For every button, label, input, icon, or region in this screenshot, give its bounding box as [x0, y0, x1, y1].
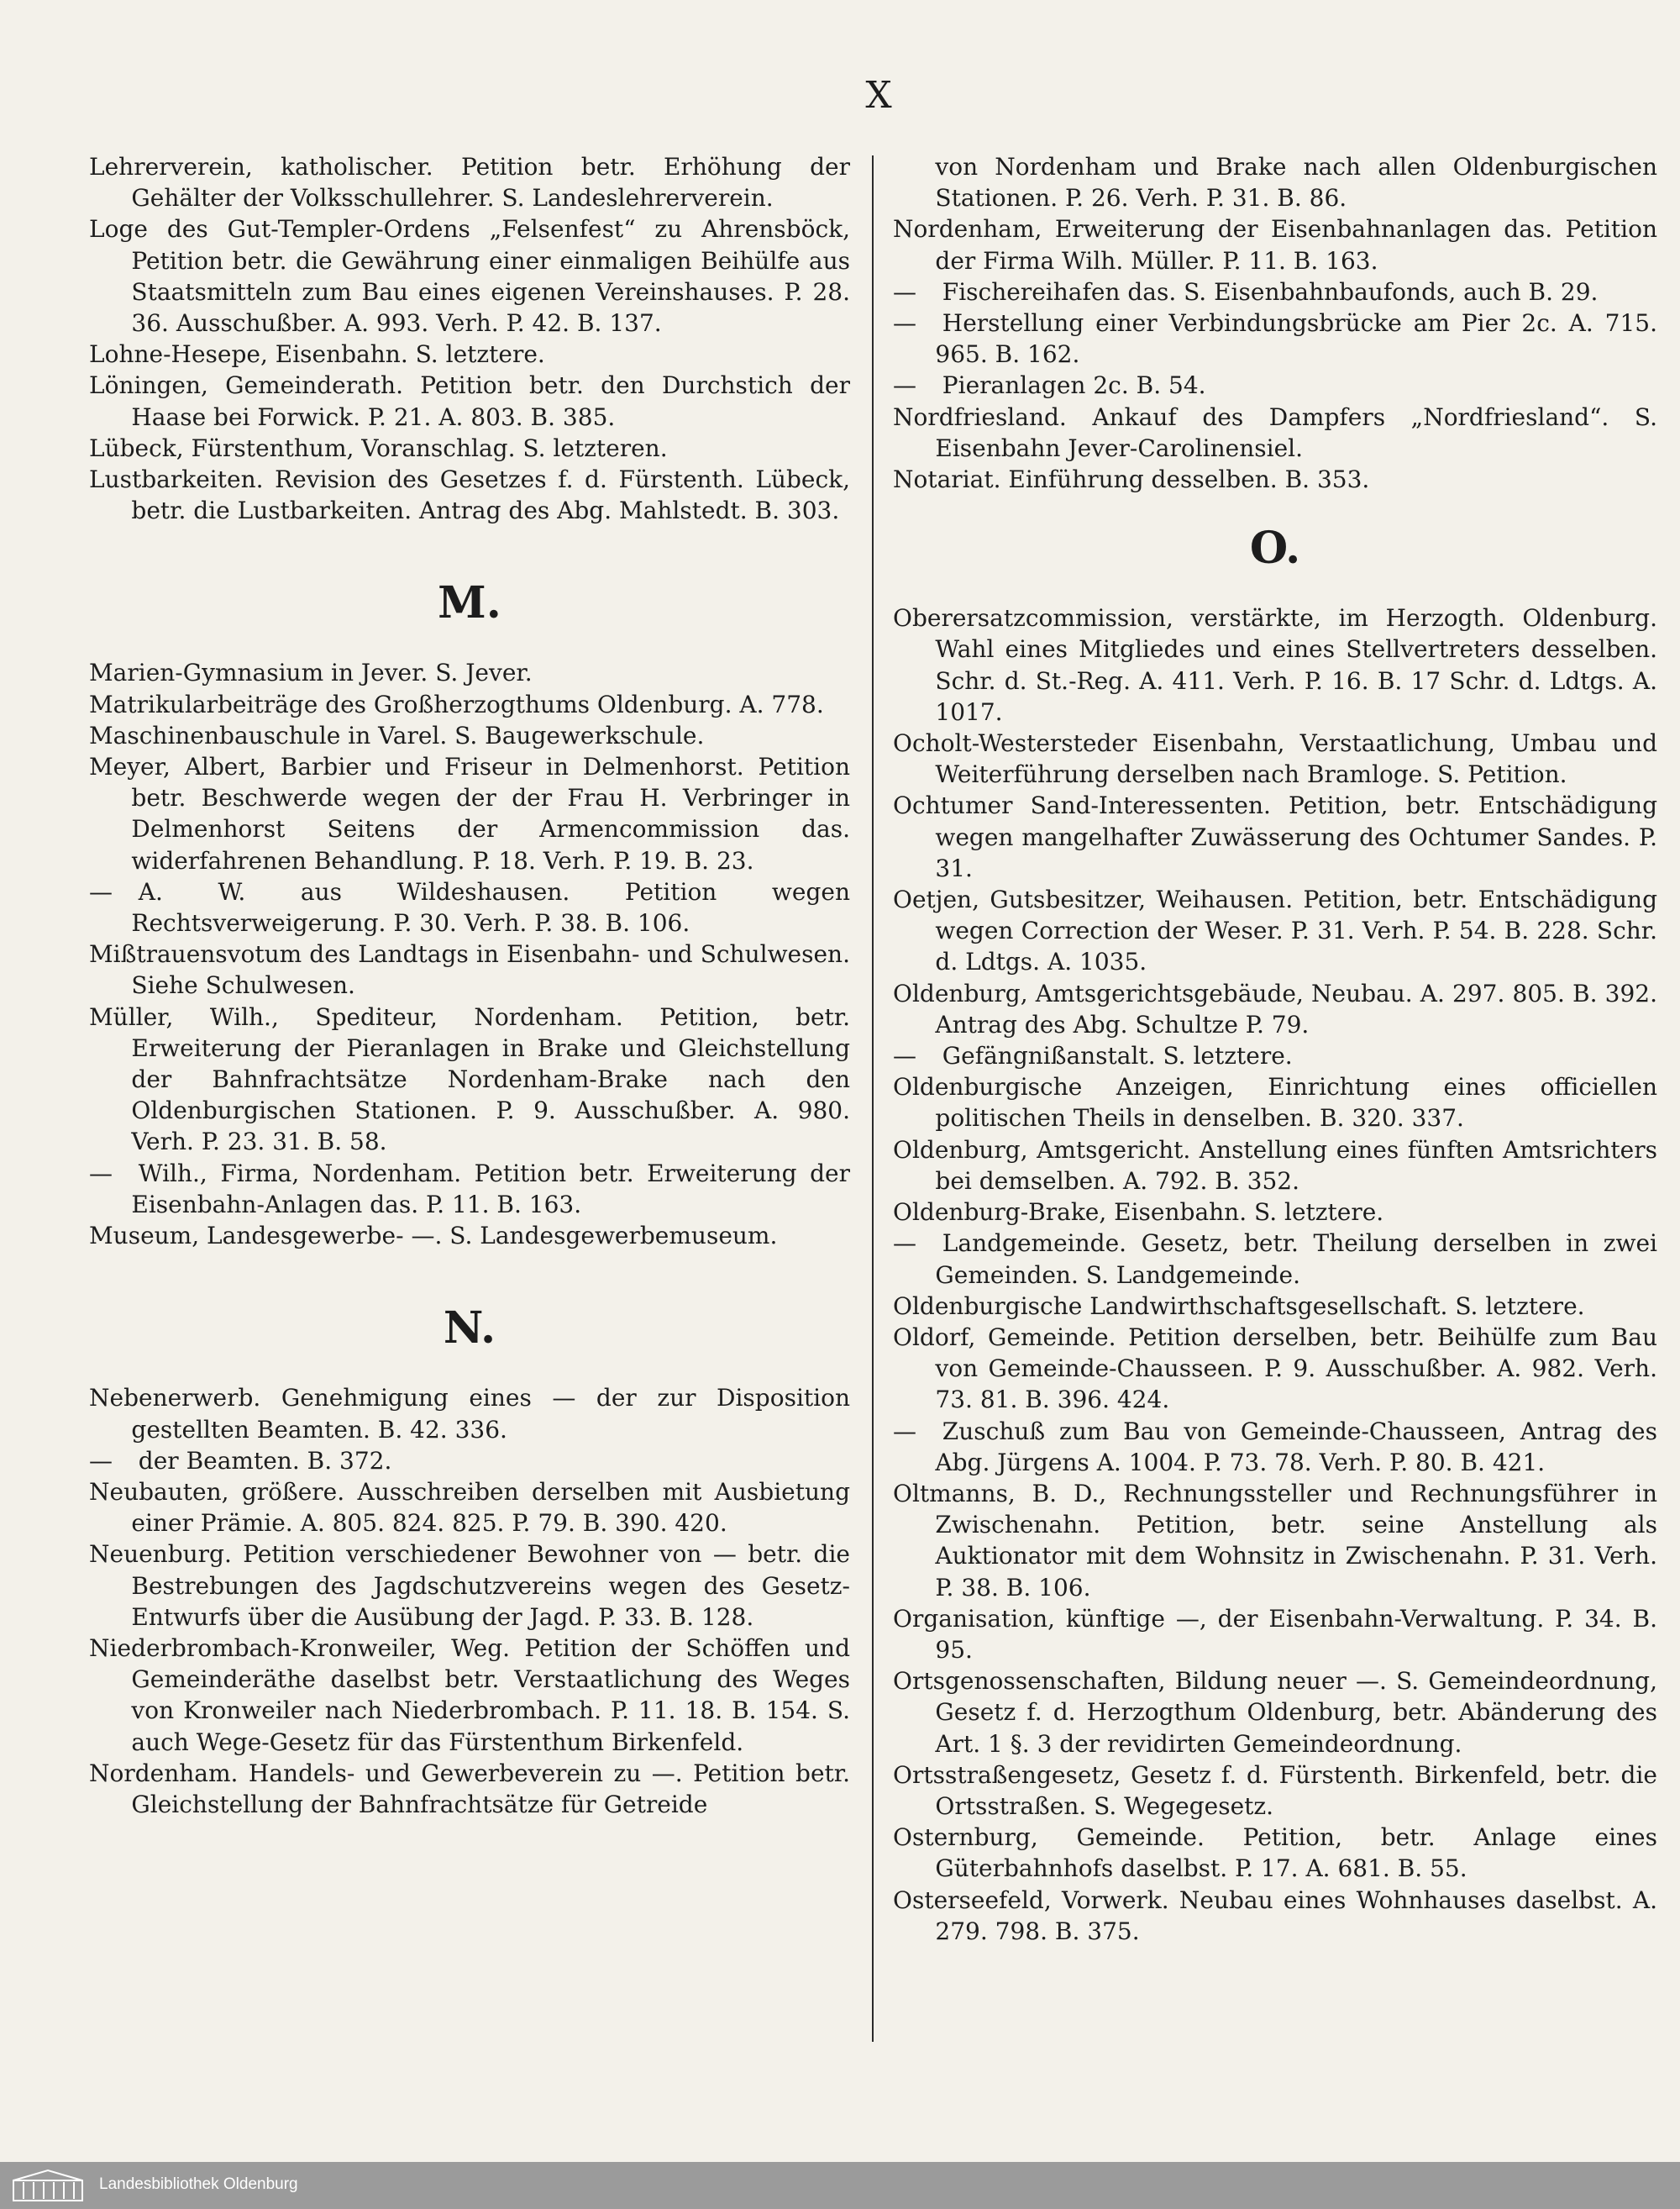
index-entry	[89, 1476, 850, 1538]
entry-text: Oldenburg, Amtsgerichtsgebäude, Neubau. A. 297. 805. B. 392. Antrag des Abg. Schultze P. 79.	[893, 979, 1657, 1039]
section-spacer	[893, 574, 1657, 602]
section-spacer	[89, 629, 850, 657]
entry-text: Neuenburg. Petition verschiedener Bewohner von — betr. die Bestrebungen des Jagdschutzvereins wegen des Gesetz-Entwurfs über die Ausübung der Jagd. P. 33. B. 128.	[89, 1540, 850, 1631]
entry-text: Oetjen, Gutsbesitzer, Weihausen. Petition, betr. Entschädigung wegen Correction der Weser. P. 31. Verh. P. 54. B. 228. Schr. d. Ldtgs. A. 1035.	[893, 886, 1657, 976]
entry-text: Löningen, Gemeinderath. Petition betr. den Durchstich der Haase bei Forwick. P. 21. A. 803. B. 385.	[89, 371, 850, 431]
index-entry	[893, 978, 1657, 1040]
entry-text: Lehrerverein, katholischer. Petition betr. Erhöhung der Gehälter der Volksschullehrer. S. Landeslehrerverein.	[89, 153, 850, 213]
entry-text: Mißtrauensvotum des Landtags in Eisenbahn- und Schulwesen. Siehe Schulwesen.	[89, 940, 850, 1000]
entry-text: Gefängnißanstalt. S. letztere.	[942, 1042, 1293, 1070]
index-entry	[89, 1758, 850, 1820]
entry-text: M.	[438, 577, 501, 629]
entry-text: Meyer, Albert, Barbier und Friseur in Delmenhorst. Petition betr. Beschwerde wegen der der Frau H. Verbringer in Delmenhorst Seitens der Armencommission das. widerfahrenen Behandlung. P. 18. Verh. P. 19. B. 23.	[89, 753, 850, 875]
index-entry	[893, 1478, 1657, 1603]
subentry-dash: —	[893, 371, 916, 400]
left-column	[89, 151, 850, 1820]
entry-text: Osternburg, Gemeinde. Petition, betr. Anlage eines Güterbahnhofs daselbst. P. 17. A. 681. B. 55.	[893, 1823, 1657, 1883]
entry-text: der Beamten. B. 372.	[138, 1446, 392, 1475]
entry-text: Oldorf, Gemeinde. Petition derselben, betr. Beihülfe zum Bau von Gemeinde-Chausseen. P. 9. Ausschußber. A. 982. Verh. 73. 81. B. 396. 424.	[893, 1323, 1657, 1414]
entry-text: von Nordenham und Brake nach allen Oldenburgischen Stationen. P. 26. Verh. P. 31. B. 86.	[935, 153, 1657, 213]
index-subentry	[893, 1040, 1657, 1071]
section-spacer	[893, 495, 1657, 523]
entry-text: Lohne-Hesepe, Eisenbahn. S. letztere.	[89, 340, 545, 369]
section-heading	[89, 578, 850, 629]
index-entry	[89, 339, 850, 370]
entry-text: Oldenburgische Anzeigen, Einrichtung eines officiellen politischen Theils in denselben. B. 320. 337.	[893, 1073, 1657, 1133]
index-entry	[89, 370, 850, 432]
index-entry	[89, 433, 850, 464]
entry-text: Loge des Gut-Templer-Ordens „Felsenfest“ zu Ahrensböck, Petition betr. die Gewährung einer einmaligen Beihülfe aus Staatsmitteln zum Bau eines eigenen Vereinshauses. P. 28. 36. Ausschußber. A. 993. Verh. P. 42. B. 137.	[89, 215, 850, 338]
index-entry	[89, 1538, 850, 1633]
entry-text: Wilh., Firma, Nordenham. Petition betr. Erweiterung der Eisenbahn-Anlagen das. P. 11. B. 163.	[131, 1159, 850, 1218]
entry-text: N.	[443, 1302, 496, 1354]
entry-text: Landgemeinde. Gesetz, betr. Theilung derselben in zwei Gemeinden. S. Landgemeinde.	[935, 1229, 1657, 1289]
index-entry	[89, 1382, 850, 1444]
entry-text: Marien-Gymnasium in Jever. S. Jever.	[89, 659, 533, 687]
index-entry	[893, 884, 1657, 978]
subentry-dash: —	[893, 1417, 916, 1445]
entry-text: Nordenham. Handels- und Gewerbeverein zu —. Petition betr. Gleichstellung der Bahnfrachtsätze für Getreide	[89, 1759, 850, 1818]
index-entry	[893, 1291, 1657, 1322]
entry-text: O.	[1249, 523, 1301, 575]
entry-text: Oldenburg, Amtsgericht. Anstellung eines fünften Amtsrichters bei demselben. A. 792. B. 352.	[893, 1135, 1657, 1195]
index-subentry	[89, 1158, 850, 1220]
entry-text: A. W. aus Wildeshausen. Petition wegen Rechtsverweigerung. P. 30. Verh. P. 38. B. 106.	[131, 877, 850, 938]
entry-text: Nebenerwerb. Genehmigung eines — der zur Disposition gestellten Beamten. B. 42. 336.	[89, 1384, 850, 1444]
index-entry	[893, 1603, 1657, 1665]
index-entry	[893, 1197, 1657, 1228]
index-entry	[893, 1134, 1657, 1197]
right-column	[893, 151, 1657, 1947]
index-entry	[893, 790, 1657, 884]
index-entry	[893, 1885, 1657, 1947]
section-spacer	[89, 1354, 850, 1382]
subentry-dash: —	[893, 277, 916, 306]
index-entry	[893, 1822, 1657, 1884]
footer-bar	[0, 2162, 1680, 2209]
index-subentry	[89, 1445, 850, 1476]
index-entry	[893, 1759, 1657, 1822]
index-entry	[893, 1322, 1657, 1416]
entry-text: Ochtumer Sand-Interessenten. Petition, betr. Entschädigung wegen mangelhafter Zuwässerung des Ochtumer Sandes. P. 31.	[893, 792, 1657, 882]
index-entry	[89, 657, 850, 688]
entry-text: Lübeck, Fürstenthum, Voranschlag. S. letzteren.	[89, 434, 668, 462]
subentry-dash: —	[89, 877, 113, 906]
index-entry	[89, 464, 850, 526]
index-subentry	[893, 276, 1657, 308]
entry-text: Neubauten, größere. Ausschreiben derselben mit Ausbietung einer Prämie. A. 805. 824. 825. P. 79. B. 390. 420.	[89, 1477, 850, 1538]
entry-text: Fischereihafen das. S. Eisenbahnbaufonds, auch B. 29.	[942, 277, 1599, 306]
footer-library-name: Landesbibliothek Oldenburg	[99, 2175, 298, 2193]
section-spacer	[89, 1251, 850, 1303]
index-subentry	[893, 308, 1657, 370]
subentry-dash: —	[89, 1446, 113, 1475]
entry-text: Ortsstraßengesetz, Gesetz f. d. Fürstenth. Birkenfeld, betr. die Ortsstraßen. S. Wegegesetz.	[893, 1760, 1657, 1820]
index-entry	[89, 1002, 850, 1158]
entry-text: Organisation, künftige —, der Eisenbahn-Verwaltung. P. 34. B. 95.	[893, 1604, 1657, 1664]
index-subentry	[893, 370, 1657, 401]
index-entry	[893, 464, 1657, 495]
section-spacer	[89, 526, 850, 578]
column-divider	[872, 155, 874, 2042]
entry-text: Osterseefeld, Vorwerk. Neubau eines Wohnhauses daselbst. A. 279. 798. B. 375.	[893, 1886, 1657, 1945]
entry-text: Lustbarkeiten. Revision des Gesetzes f. d. Fürstenth. Lübeck, betr. die Lustbarkeiten. Antrag des Abg. Mahlstedt. B. 303.	[89, 465, 850, 525]
entry-text: Müller, Wilh., Spediteur, Nordenham. Petition, betr. Erweiterung der Pieranlagen in Brake und Gleichstellung der Bahnfrachtsätze Nordenham-Brake nach den Oldenburgischen Stationen. P. 9. Ausschußber. A. 980. Verh. P. 23. 31. B. 58.	[89, 1002, 850, 1156]
subentry-dash: —	[89, 1159, 113, 1187]
index-entry	[89, 720, 850, 751]
index-subentry	[89, 876, 850, 939]
entry-text: Matrikularbeiträge des Großherzogthums Oldenburg. A. 778.	[89, 690, 824, 718]
index-entry	[893, 1071, 1657, 1133]
entry-text: Maschinenbauschule in Varel. S. Baugewerkschule.	[89, 721, 705, 749]
entry-text: Oberersatzcommission, verstärkte, im Herzogth. Oldenburg. Wahl eines Mitgliedes und eines Stellvertreters desselben. Schr. d. St.-Reg. A. 411. Verh. P. 16. B. 17 Schr. d. Ldtgs. A. 1017.	[893, 604, 1657, 726]
subentry-dash: —	[893, 309, 916, 338]
index-entry	[89, 151, 850, 213]
index-subentry	[893, 1416, 1657, 1478]
entry-text: Museum, Landesgewerbe- —. S. Landesgewerbemuseum.	[89, 1222, 778, 1250]
entry-text: Pieranlagen 2c. B. 54.	[942, 371, 1206, 400]
page-number: X	[865, 74, 894, 117]
entry-text: Ocholt-Westersteder Eisenbahn, Verstaatlichung, Umbau und Weiterführung derselben nach Bramloge. S. Petition.	[893, 729, 1657, 789]
entry-text: Nordfriesland. Ankauf des Dampfers „Nordfriesland“. S. Eisenbahn Jever-Carolinensiel.	[893, 402, 1657, 462]
index-entry	[89, 213, 850, 339]
entry-text: Notariat. Einführung desselben. B. 353.	[893, 465, 1370, 494]
index-entry	[89, 939, 850, 1001]
entry-text: Oltmanns, B. D., Rechnungssteller und Rechnungsführer in Zwischenahn. Petition, betr. seine Anstellung als Auktionator mit dem Wohnsitz in Zwischenahn. P. 31. Verh. P. 38. B. 106.	[893, 1479, 1657, 1602]
index-entry-continuation	[893, 151, 1657, 213]
subentry-dash: —	[893, 1229, 916, 1258]
section-heading	[893, 523, 1657, 574]
entry-text: Nordenham, Erweiterung der Eisenbahnanlagen das. Petition der Firma Wilh. Müller. P. 11. B. 163.	[893, 215, 1657, 275]
index-entry	[893, 728, 1657, 790]
index-entry	[89, 1220, 850, 1251]
index-entry	[893, 402, 1657, 464]
entry-text: Herstellung einer Verbindungsbrücke am Pier 2c. A. 715. 965. B. 162.	[935, 309, 1657, 369]
index-entry	[89, 689, 850, 720]
subentry-dash: —	[893, 1042, 916, 1070]
entry-text: Ortsgenossenschaften, Bildung neuer —. S. Gemeindeordnung, Gesetz f. d. Herzogthum Oldenburg, betr. Abänderung des Art. 1 §. 3 der revidirten Gemeindeordnung.	[893, 1667, 1657, 1758]
index-subentry	[893, 1228, 1657, 1290]
index-entry	[893, 1665, 1657, 1759]
entry-text: Niederbrombach-Kronweiler, Weg. Petition der Schöffen und Gemeinderäthe daselbst betr. Verstaatlichung des Weges von Kronweiler nach Niederbrombach. P. 11. 18. B. 154. S. auch Wege-Gesetz für das Fürstenthum Birkenfeld.	[89, 1633, 850, 1756]
entry-text: Oldenburgische Landwirthschaftsgesellschaft. S. letztere.	[893, 1291, 1585, 1320]
index-entry	[89, 751, 850, 876]
index-entry	[893, 213, 1657, 276]
section-heading	[89, 1303, 850, 1354]
library-building-icon	[12, 2169, 84, 2202]
entry-text: Oldenburg-Brake, Eisenbahn. S. letztere.	[893, 1198, 1384, 1227]
entry-text: Zuschuß zum Bau von Gemeinde-Chausseen, Antrag des Abg. Jürgens A. 1004. P. 73. 78. Verh. P. 80. B. 421.	[935, 1417, 1657, 1476]
index-entry	[89, 1633, 850, 1758]
index-entry	[893, 602, 1657, 728]
